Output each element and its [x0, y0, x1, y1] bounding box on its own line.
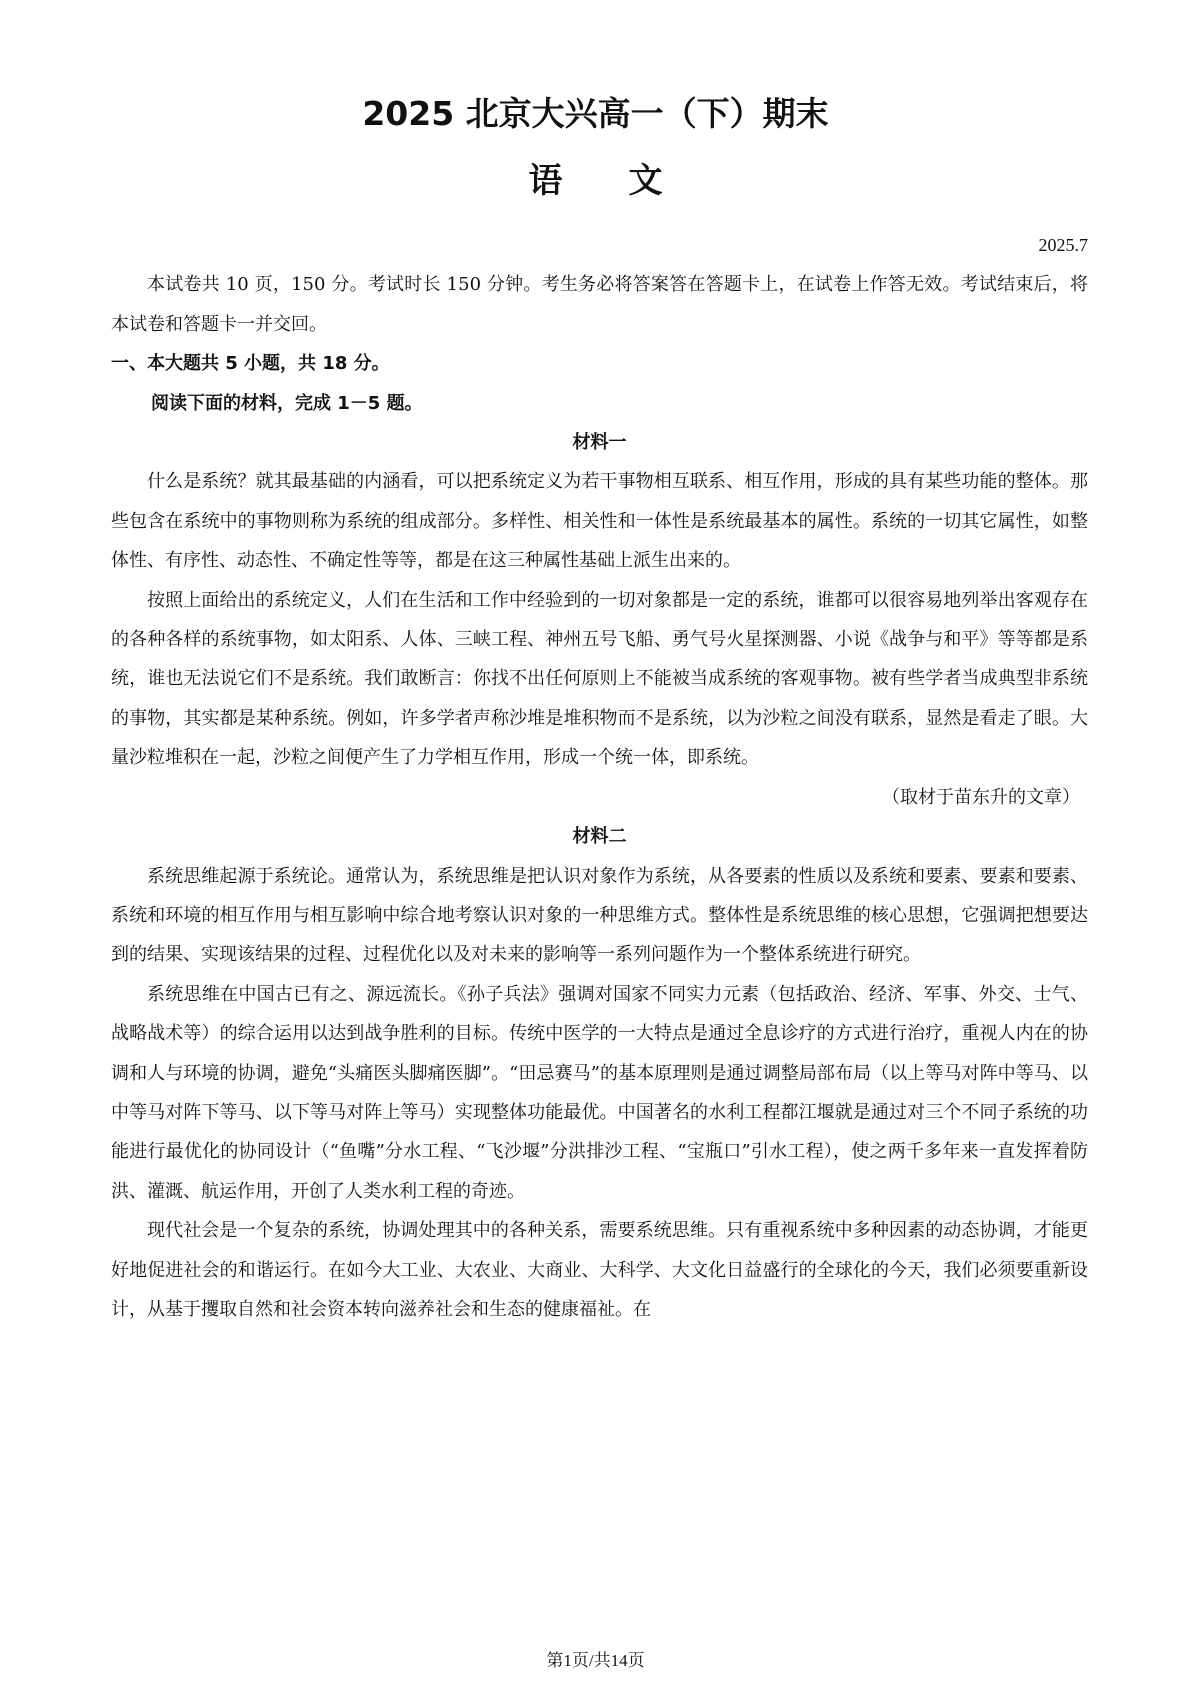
material-2-paragraph-1: 系统思维起源于系统论。通常认为，系统思维是把认识对象作为系统，从各要素的性质以及系统和要素、要素和要素、系统和环境的相互作用与相互影响中综合地考察认识对象的一种思维方式。整体性是系统思维的核心思想，它强调把想要达到的结果、实现该结果的过程、过程优化以及对未来的影响等一系列问题作为一个整体系统进行研究。 [111, 865, 1088, 966]
material-2-paragraph-3: 现代社会是一个复杂的系统，协调处理其中的各种关系，需要系统思维。只有重视系统中多种因素的动态协调，才能更好地促进社会的和谐运行。在如今大工业、大农业、大商业、大科学、大文化日益盛行的全球化的今天，我们必须要重新设计，从基于攫取自然和社会资本转向滋养社会和生态的健康福祉。在 [111, 1220, 1088, 1320]
exam-body [111, 226, 1088, 1329]
material-1-title: 材料一 [572, 432, 627, 454]
section-heading: 一、本大题共 5 小题，共 18 分。 [111, 353, 390, 375]
material-1-paragraph-2: 按照上面给出的系统定义，人们在生活和工作中经验到的一切对象都是一定的系统，谁都可以很容易地列举出客观存在的各种各样的系统事物，如太阳系、人体、三峡工程、神州五号飞船、勇气号火星探测器、小说《战争与和平》等等都是系统，谁也无法说它们不是系统。我们敢断言：你找不出任何原则上不能被当成系统的客观事物。被有些学者当成典型非系统的事物，其实都是某种系统。例如，许多学者声称沙堆是堆积物而不是系统，以为沙粒之间没有联系，显然是看走了眼。大量沙粒堆积在一起，沙粒之间便产生了力学相互作用，形成一个统一体，即系统。 [111, 589, 1088, 769]
material-1-source: （取材于苗东升的文章） [882, 786, 1080, 808]
exam-title: 2025 北京大兴高一（下）期末 [362, 94, 829, 133]
section-prompt: 阅读下面的材料，完成 1－5 题。 [151, 392, 423, 414]
exam-date: 2025.7 [1038, 235, 1088, 255]
page-number: 第1页/共14页 [546, 1651, 645, 1670]
material-2-title: 材料二 [572, 826, 627, 848]
material-1-paragraph-1: 什么是系统？就其最基础的内涵看，可以把系统定义为若干事物相互联系、相互作用，形成的具有某些功能的整体。那些包含在系统中的事物则称为系统的组成部分。多样性、相关性和一体性是系统最基本的属性。系统的一切其它属性，如整体性、有序性、动态性、不确定性等等，都是在这三种属性基础上派生出来的。 [111, 471, 1088, 572]
material-2-paragraph-2: 系统思维在中国古已有之、源远流长。《孙子兵法》强调对国家不同实力元素（包括政治、经济、军事、外交、士气、战略战术等）的综合运用以达到战争胜利的目标。传统中医学的一大特点是通过全息诊疗的方式进行治疗，重视人内在的协调和人与环境的协调，避免“头痛医头脚痛医脚”。“田忌赛马”的基本原理则是通过调整局部布局（以上等马对阵中等马、以中等马对阵下等马、以下等马对阵上等马）实现整体功能最优。中国著名的水利工程都江堰就是通过对三个不同子系统的功能进行最优化的协同设计（“鱼嘴”分水工程、“飞沙堰”分洪排沙工程、“宝瓶口”引水工程），使之两千多年来一直发挥着防洪、灌溉、航运作用，开创了人类水利工程的奇迹。 [111, 983, 1088, 1202]
subject-title: 语文 [528, 161, 729, 201]
instructions: 本试卷共 10 页，150 分。考试时长 150 分钟。考生务必将答案答在答题卡上，在试卷上作答无效。考试结束后，将本试卷和答题卡一并交回。 [111, 274, 1088, 335]
